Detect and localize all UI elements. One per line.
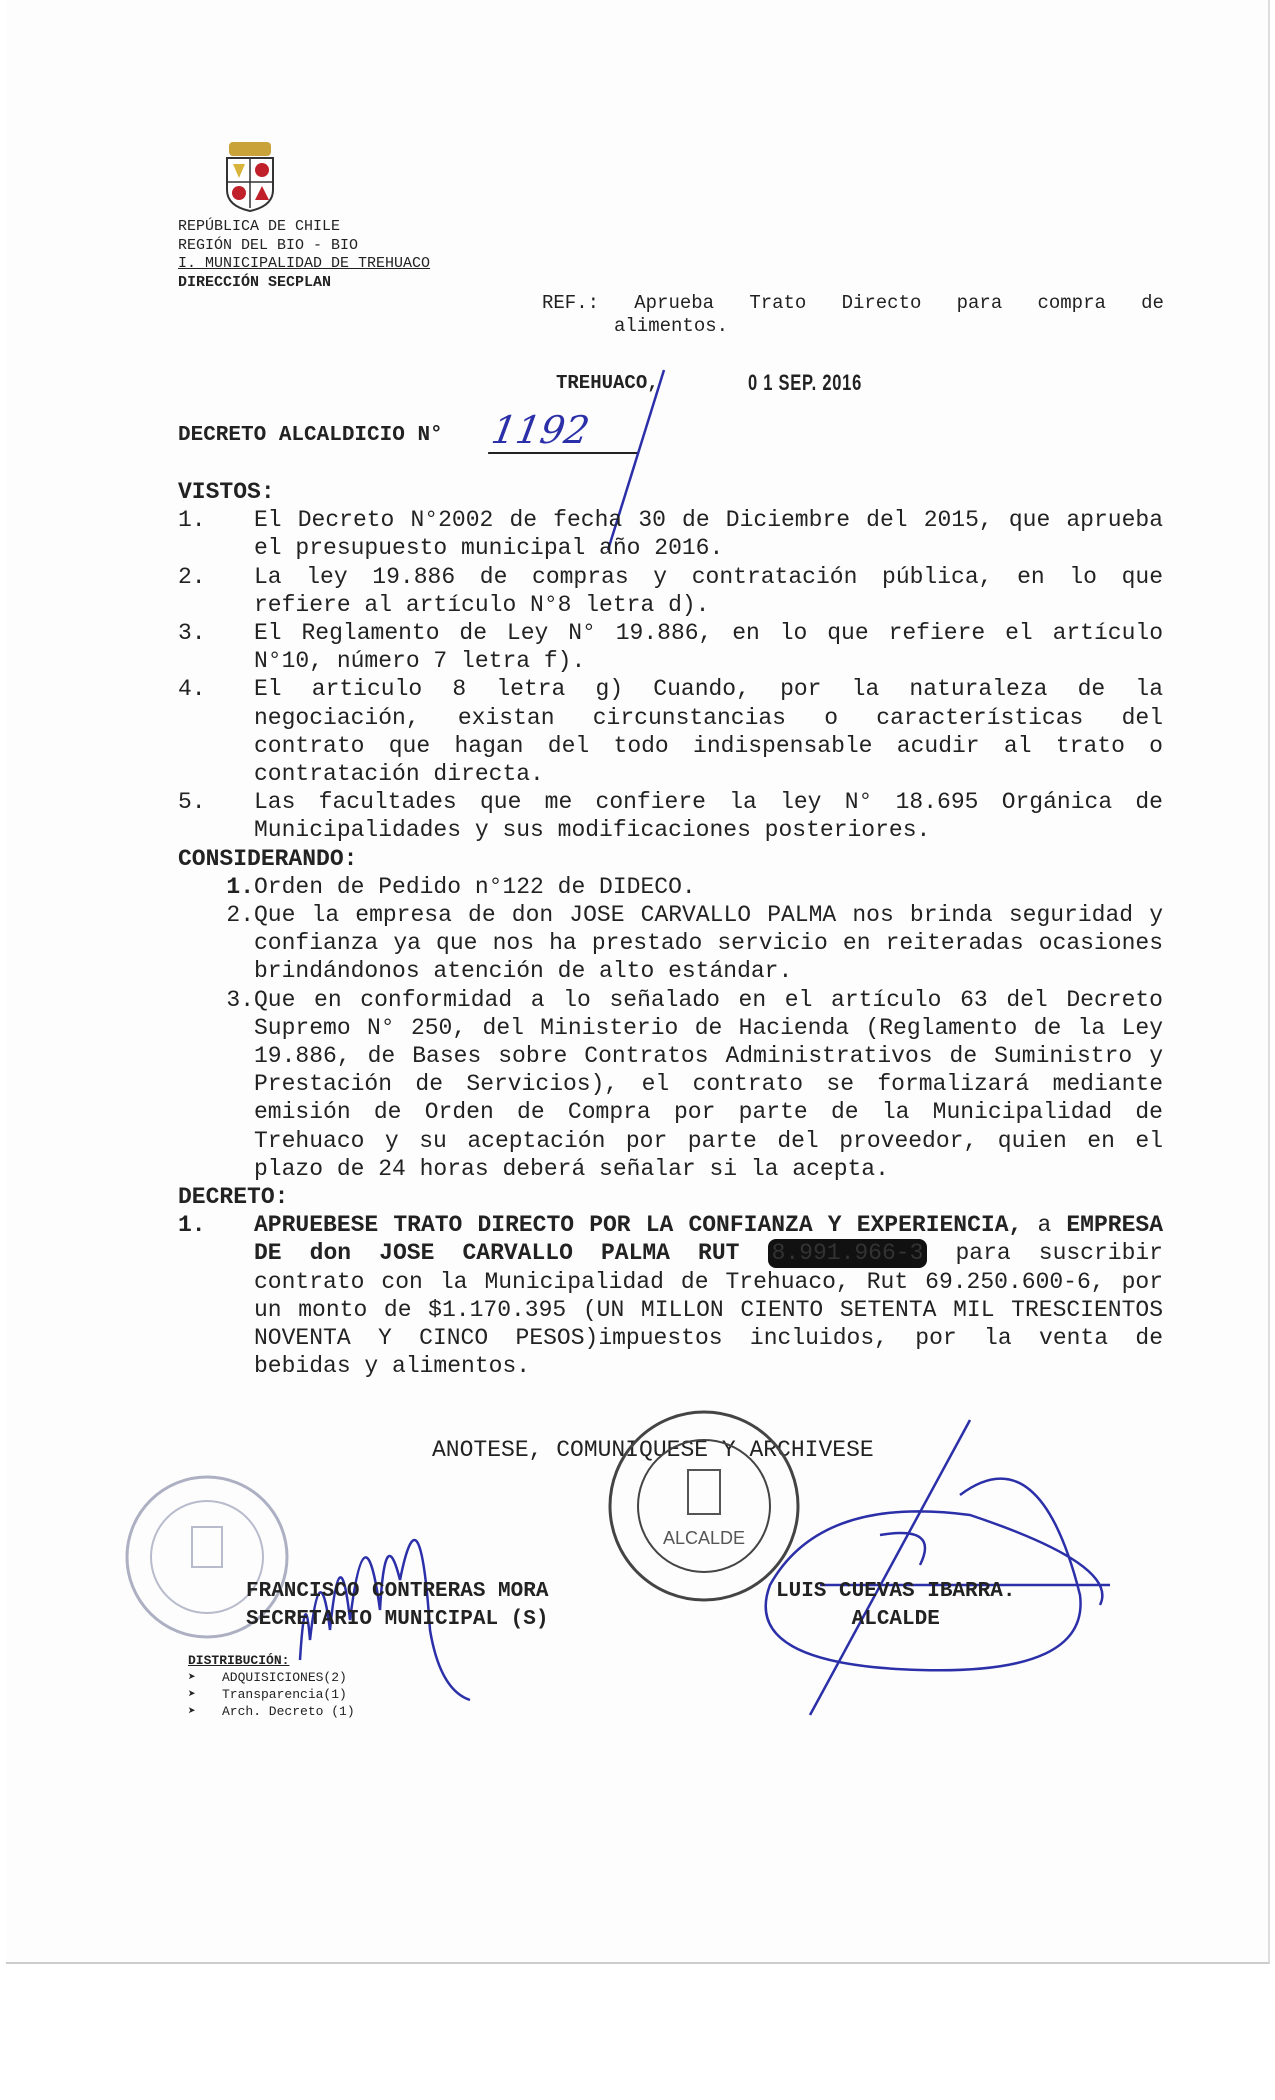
item-number: 3.	[226, 986, 254, 1013]
svg-text:ALCALDE: ALCALDE	[662, 1528, 746, 1548]
distribution-list	[188, 1652, 355, 1720]
distribution-item: ➤ ADQUISICIONES(2)	[188, 1669, 355, 1686]
decree-body	[178, 478, 1163, 1381]
place: TREHUACO,	[556, 372, 659, 394]
item-number: 2.	[226, 902, 254, 929]
considerando-item	[178, 901, 1163, 986]
item-number: 1.	[178, 1212, 206, 1239]
item-text	[254, 1211, 1163, 1380]
item-number: 3.	[178, 620, 206, 647]
ref-word: para	[956, 292, 1003, 314]
mayor-signature-block	[776, 1578, 1015, 1634]
item-number: 1.	[178, 507, 206, 534]
considerando-title: CONSIDERANDO:	[178, 845, 358, 872]
mayor-name: LUIS CUEVAS IBARRA.	[776, 1580, 1016, 1603]
secretary-role: SECRETARIO MUNICIPAL (S)	[246, 1608, 549, 1631]
mayor-role: ALCALDE	[851, 1608, 940, 1631]
resolution-bold: APRUEBESE TRATO DIRECTO POR LA CONFIANZA Y EXPERIENCIA,	[254, 1212, 1023, 1239]
mayor-signature	[620, 1415, 1120, 1735]
header-country: REPÚBLICA DE CHILE	[178, 218, 341, 235]
decreto-item	[178, 1211, 1163, 1380]
decree-number-handwritten: 1192	[488, 408, 646, 454]
considerando-item	[178, 873, 1163, 901]
item-text: Que la empresa de don JOSE CARVALLO PALMA nos brinda seguridad y confianza ya que nos ha prestado servicio en reiteradas ocasiones brindándonos atención de alto estándar.	[254, 902, 1163, 985]
redacted-rut: 8.991.966-3	[768, 1239, 928, 1267]
decree-number-label: DECRETO ALCALDICIO N°	[178, 424, 443, 447]
header-municipality: I. MUNICIPALIDAD DE TREHUACO	[178, 255, 431, 272]
distribution-item: ➤ Arch. Decreto (1)	[188, 1703, 355, 1720]
item-number: 5.	[178, 789, 206, 816]
ref-line2: alimentos.	[614, 315, 729, 337]
reference	[542, 292, 1164, 338]
closing-formula: ANOTESE, COMUNIQUESE Y ARCHIVESE	[432, 1437, 874, 1463]
decreto-title: DECRETO:	[178, 1184, 289, 1211]
connector: a	[1022, 1212, 1067, 1239]
header-department: DIRECCIÓN SECPLAN	[178, 273, 332, 291]
ref-word: compra	[1037, 292, 1106, 314]
item-text: Que en conformidad a lo señalado en el artículo 63 del Decreto Supremo N° 250, del Ministerio de Hacienda (Reglamento de la Ley 19.886, de Bases sobre Contratos Administrativos de Suministro y Prestación de Servicios), el contrato se formalizará mediante emisión de Orden de Compra por parte de la Municipalidad de Trehuaco y su aceptación por parte del proveedor, quien en el plazo de 24 horas deberá señalar si la acepta.	[254, 986, 1163, 1182]
vistos-item	[178, 675, 1163, 788]
vistos-title: VISTOS:	[178, 479, 275, 505]
item-number: 4.	[178, 676, 206, 703]
date-stamp: 0 1 SEP. 2016	[748, 370, 863, 395]
ref-word: Trato	[749, 292, 807, 314]
vistos-item	[178, 563, 1163, 619]
distribution-title: DISTRIBUCIÓN:	[188, 1653, 290, 1668]
item-text: Orden de Pedido n°122 de DIDECO.	[254, 873, 696, 900]
item-text: El Reglamento de Ley N° 19.886, en lo que refiere el artículo N°10, número 7 letra f).	[254, 620, 1163, 675]
vistos-item	[178, 788, 1163, 844]
vistos-item	[178, 506, 1163, 562]
vistos-item	[178, 619, 1163, 675]
coat-of-arms-logo	[221, 140, 279, 212]
item-text: Las facultades que me confiere la ley N° 18.695 Orgánica de Municipalidades y sus modificaciones posteriores.	[254, 789, 1163, 844]
considerando-item	[178, 986, 1163, 1183]
item-number: 2.	[178, 563, 206, 590]
ref-label: REF.:	[542, 292, 600, 314]
ref-word: de	[1141, 292, 1164, 314]
resolution-rest: para suscribir contrato con la Municipalidad de Trehuaco, Rut 69.250.600-6, por un monto de $1.170.395 (UN MILLON CIENTO SETENTA MIL TRESCIENTOS NOVENTA Y CINCO PESOS)impuestos incluidos, por la venta de bebidas y alimentos.	[254, 1240, 1163, 1380]
secretary-signature-block	[246, 1578, 548, 1634]
secretary-name: FRANCISCO CONTRERAS MORA	[246, 1580, 549, 1603]
company-bold: EMPRESA DE don JOSE CARVALLO PALMA RUT	[254, 1212, 1163, 1267]
institution-header	[178, 218, 430, 292]
header-region: REGIÓN DEL BIO - BIO	[178, 236, 359, 254]
ref-word: Aprueba	[634, 292, 715, 314]
ref-word: Directo	[841, 292, 922, 314]
item-number: 1.	[226, 873, 254, 900]
item-text: El Decreto N°2002 de fecha 30 de Diciembre del 2015, que aprueba el presupuesto municipal año 2016.	[254, 507, 1163, 562]
distribution-item: ➤ Transparencia(1)	[188, 1686, 355, 1703]
item-text: La ley 19.886 de compras y contratación pública, en lo que refiere al artículo N°8 letra d).	[254, 563, 1163, 618]
item-text: El articulo 8 letra g) Cuando, por la naturaleza de la negociación, existan circunstancias o características del contrato que hagan del todo indispensable acudir al trato o contratación directa.	[254, 676, 1163, 788]
